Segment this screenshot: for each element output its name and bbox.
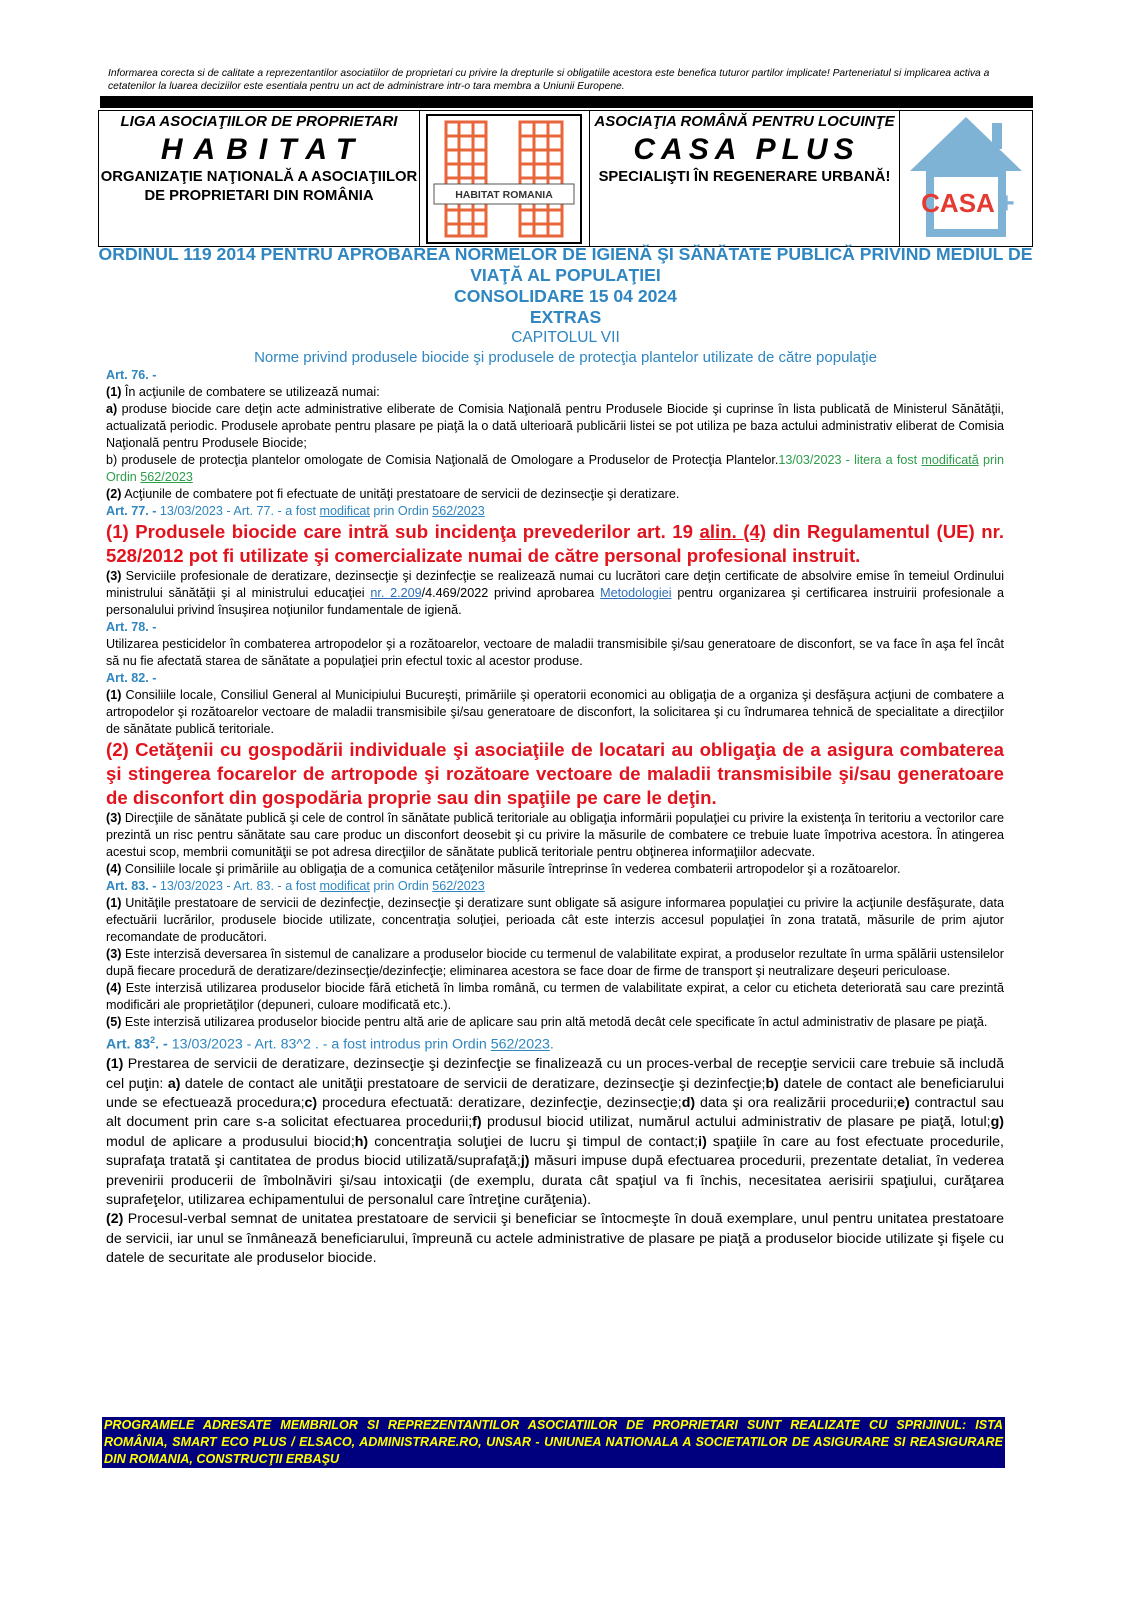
para-number: (3) — [106, 569, 122, 583]
letter-label: g) — [990, 1114, 1004, 1131]
art-76-para-2 — [106, 486, 1004, 503]
art-82-para-1 — [106, 687, 1004, 738]
para-text: măsuri impuse după efectuarea procedurii, prezentate detaliat, în vederea prevenirii producerii de îmbolnăviri şi/sau intoxicaţii (de exemplu, durata cât spaţiul va fi închis, necesitatea aerisirii spaţiului, curăţarea suprafeţelor, utilizarea echipamentului de personalul care întreţine curăţenia). — [106, 1153, 1004, 1208]
letter-label: i) — [698, 1133, 707, 1150]
habitat-description: ORGANIZAŢIE NAŢIONALĂ A ASOCIAŢIILOR DE PROPRIETARI DIN ROMÂNIA — [100, 169, 418, 204]
casa-plus-title: CASA PLUS — [633, 133, 860, 166]
chapter-subtitle: Norme privind produsele biocide şi produsele de protecţia plantelor utilizate de către populaţie — [254, 349, 877, 366]
amendment-note: prin Ordin — [369, 879, 433, 893]
art-82-heading: Art. 82. - — [106, 671, 157, 685]
para-text: contractul sau alt document prin care s-a solicitat efectuarea procedurii; — [106, 1094, 1004, 1131]
regulation-link[interactable]: alin. (4) — [699, 521, 767, 542]
para-text: /4.469/2022 privind aprobarea — [421, 586, 601, 600]
article-label: Art. 83 — [106, 1036, 151, 1053]
para-number: (1) — [106, 1056, 124, 1073]
art-78-text: Utilizarea pesticidelor în combaterea artropodelor şi a rozătoarelor, vectoare de maladii transmisibile şi/sau generatoare de disconfort, se va face în aşa fel încât să nu fie afectată starea de sănătate a populaţiei prin efectul toxic al acestor produse. — [106, 637, 1004, 668]
article-label: Art. 77. - — [106, 504, 157, 518]
para-number: (5) — [106, 1015, 122, 1029]
para-text: Acţiunile de combatere pot fi efectuate de unităţi prestatoare de servicii de dezinsecţie şi deratizare. — [121, 487, 680, 501]
casa-plus-description: SPECIALIŞTI ÎN REGENERARE URBANĂ! — [598, 169, 891, 185]
para-text: Direcţiile de sănătate publică şi cele de control în sănătate publică teritoriale au obligaţia informării populaţiei cu privire la existenţa în teritoriu a vectorilor care prezintă un risc pentru sănătate sau care produc un disconfort deosebit şi cu privire la măsurile de combatere ce trebuie luate împotriva acestora. În atingerea acestui scop, membrii comunităţii se pot adresa direcţiilor de sănătate publică teritoriale pentru obţinerea informaţiilor adecvate. — [106, 811, 1004, 859]
highlight-text: din Regulamentul (UE) nr. 528/2012 pot fi utilizate şi comercializate numai de către personal profesional instruit. — [106, 521, 1004, 566]
casa-logo-text: CASA — [921, 188, 995, 218]
para-text: Este interzisă utilizarea produselor biocide fără etichetă în limba română, cu termen de valabilitate expirat, a celor cu eticheta deteriorată sau care prezintă modificări ale proprietăţilor (depuneri, culoare modificată etc.). — [106, 981, 1004, 1012]
letter-label: b) — [765, 1075, 779, 1092]
order-link[interactable]: 562/2023 — [432, 879, 485, 893]
casa-plus-cell — [590, 111, 900, 246]
amendment-link[interactable]: modificat — [319, 504, 370, 518]
habitat-cell — [99, 111, 420, 246]
document-title-block — [98, 244, 1033, 367]
amendment-note: 13/03/2023 - litera a fost — [778, 453, 922, 467]
para-text: procedura efectuată: deratizare, dezinfecţie, dezinsecţie; — [317, 1094, 682, 1111]
amendment-note: 13/03/2023 - Art. 83^2 . - a fost introdus prin Ordin — [167, 1036, 491, 1053]
letter-label: e) — [897, 1094, 910, 1111]
art-76-para-1 — [106, 384, 1004, 401]
methodology-link[interactable]: Metodologiei — [600, 586, 672, 600]
para-text: Consiliile locale, Consiliul General al Municipiului Bucureşti, primăriile şi operatorii economici au obligaţia de a organiza şi desfăşura acţiuni de combatere a artropodelor şi rozătoarelor vectoare de maladii transmisibile şi/sau generatoare de disconfort, la solicitarea şi cu îndrumarea tehnică de specialitate a direcţiilor de sănătate publică teritoriale. — [106, 688, 1004, 736]
casa-plus-logo-cell — [900, 111, 1032, 246]
amendment-note: 13/03/2023 - Art. 83. - a fost — [156, 879, 320, 893]
art-83-para-3 — [106, 946, 1004, 980]
para-number: (4) — [106, 862, 122, 876]
para-number: (4) — [106, 981, 122, 995]
order-link[interactable]: 562/2023 — [432, 504, 485, 518]
casa-plus-association-name: ASOCIAŢIA ROMÂNĂ PENTRU LOCUINŢE — [594, 113, 895, 130]
article-label: . - — [155, 1036, 168, 1053]
order-link[interactable]: 562/2023 — [490, 1036, 550, 1053]
casa-plus-logo — [908, 113, 1024, 241]
consolidation-date: CONSOLIDARE 15 04 2024 — [454, 286, 677, 306]
para-text: datele de contact ale beneficiarului unde se efectuează procedura; — [106, 1075, 1005, 1111]
habitat-league-name: LIGA ASOCIAŢIILOR DE PROPRIETARI — [120, 113, 398, 130]
para-number: (1) — [106, 385, 122, 399]
highlight-text: (1) Produsele biocide care intră sub incidenţa prevederilor art. 19 — [106, 521, 700, 542]
para-text: pentru organizarea şi certificarea instruirii profesionale a personalului privind însuşirea noţiunilor fundamentale de igienă. — [106, 586, 1004, 617]
letter-label: f) — [472, 1114, 482, 1131]
para-number: (2) — [106, 1211, 124, 1228]
art-83-para-1 — [106, 895, 1004, 946]
article-label: Art. 83. - — [106, 879, 157, 893]
header-divider-bar — [100, 96, 1033, 108]
amendment-note: . — [549, 1036, 554, 1053]
para-text: produse biocide care deţin acte administrative eliberate de Comisia Naţională pentru Produsele Biocide şi cuprinse în lista publicată de Ministerul Sănătăţii, actualizată periodic. Produsele aprobate pentru plasare pe piaţă la o dată ulterioară publicării listei se pot utiliza pe baza actului administrativ eliberat de Comisia Naţională pentru Produsele Biocide; — [106, 402, 1004, 450]
para-text: datele de contact ale unităţii prestatoare de servicii de deratizare, dezinsecţie şi dezinfecţie; — [180, 1075, 766, 1092]
para-text: Serviciile profesionale de deratizare, dezinsecţie şi dezinfecţie se realizează numai cu lucrători care deţin certificate de absolvire emise în temeiul Ordinului ministrului sănătăţii şi al ministrului educaţiei — [106, 569, 1004, 600]
habitat-romania-logo — [426, 114, 582, 244]
para-text: Este interzisă utilizarea produselor biocide pentru altă arie de aplicare sau prin altă metodă decât cele specificate în actul administrativ de plasare pe piaţă. — [121, 1015, 988, 1029]
para-text: Prestarea de servicii de deratizare, dezinsecţie şi dezinfecţie se finalizează cu un proces-verbal de recepţie servicii care trebuie să includă cel puţin: — [106, 1056, 1004, 1092]
para-text: data şi ora realizării procedurii; — [695, 1094, 898, 1111]
para-number: (3) — [106, 947, 122, 961]
art-83-2-para-2 — [106, 1210, 1004, 1268]
art-76-letter-a — [106, 401, 1004, 452]
plus-logo-text: + — [997, 187, 1015, 220]
letter-label: c) — [304, 1094, 318, 1111]
sponsors-footer: PROGRAMELE ADRESATE MEMBRILOR SI REPREZENTANTILOR ASOCIATIILOR DE PROPRIETARI SUNT REALIZATE CU SPRIJINUL: ISTA ROMÂNIA, SMART ECO PLUS / ELSACO, ADMINISTRARE.RO, UNSAR - UNIUNEA NATIONALA A SOCIETATILOR DE ASIGURARE SI REASIGURARE DIN ROMANIA, CONSTRUCŢII ERBAŞU — [104, 1418, 1003, 1466]
para-text: În acţiunile de combatere se utilizează numai: — [121, 385, 380, 399]
para-text: modul de aplicare a produsului biocid; — [106, 1133, 355, 1150]
order-number-link[interactable]: nr. 2.209 — [370, 586, 422, 600]
chapter-heading: CAPITOLUL VII — [511, 329, 620, 346]
art-83-2-para-1 — [106, 1055, 1004, 1210]
letter-label: h) — [354, 1133, 369, 1150]
habitat-title: HABITAT — [160, 133, 366, 166]
amendment-note: prin Ordin — [106, 453, 1005, 484]
art-77-para-3 — [106, 568, 1004, 619]
para-text: spaţiile în care au fost efectuate procedurile, suprafaţa tratată şi cantitatea de produs biocid utilizată/suprafaţă; — [106, 1133, 1004, 1170]
para-number: (1) — [106, 688, 122, 702]
art-78-heading: Art. 78. - — [106, 620, 157, 634]
para-text: b) produsele de protecţia plantelor omologate de Comisia Naţională de Omologare a Produselor de Protecţia Plantelor. — [106, 453, 779, 467]
amendment-link[interactable]: modificată — [921, 453, 979, 467]
letter-label: a) — [167, 1075, 181, 1092]
extract-label: EXTRAS — [529, 307, 602, 327]
article-superscript: 2 — [150, 1035, 156, 1045]
art-76-heading: Art. 76. - — [106, 368, 157, 382]
para-text: Unităţile prestatoare de servicii de dezinfecţie, dezinsecţie şi deratizare sunt obligate să asigure informarea populaţiei cu privire la acţiunile desfăşurate, data efectuării lucrărilor, produsele biocide utilizate, concentraţia soluţiei, perioada cât este interzis accesul populaţiei în zona tratată, măsurile de prim ajutor recomandate de producători. — [106, 896, 1004, 944]
amendment-note: 13/03/2023 - Art. 77. - a fost — [156, 504, 320, 518]
order-title: ORDINUL 119 2014 PENTRU APROBAREA NORMELOR DE IGIENĂ ŞI SĂNĂTATE PUBLICĂ PRIVIND MEDIUL DE VIAŢĂ AL POPULAŢIEI — [98, 244, 1033, 285]
habitat-logo-cell — [420, 111, 590, 246]
para-text: Consiliile locale şi primăriile au obligaţia de a comunica cetăţenilor măsurile întreprinse în vederea combaterii artropodelor şi a rozătoarelor. — [121, 862, 901, 876]
amendment-link[interactable]: modificat — [319, 879, 370, 893]
habitat-logo-text: HABITAT ROMANIA — [455, 189, 553, 201]
art-77-heading — [106, 503, 1004, 520]
amendment-note: prin Ordin — [369, 504, 433, 518]
para-number: (3) — [106, 811, 122, 825]
art-83-heading — [106, 878, 1004, 895]
art-83-2-heading — [106, 1031, 1004, 1055]
document-body — [106, 367, 1004, 1269]
para-text: concentraţia soluţiei de lucru şi timpul de contact; — [368, 1133, 699, 1150]
para-number: (1) — [106, 896, 122, 910]
order-link[interactable]: 562/2023 — [140, 470, 193, 484]
letter-label: a) — [106, 402, 118, 416]
letter-label: d) — [681, 1094, 696, 1111]
art-83-para-5 — [106, 1014, 1004, 1031]
art-82-para-4 — [106, 861, 1004, 878]
organizations-header — [98, 110, 1033, 247]
disclaimer-text: Informarea corecta si de calitate a reprezentantilor asociatiilor de proprietari cu privire la drepturile si obligatiile acestora este benefica tuturor partilor implicate! Parteneriatul si implicarea activa a cetatenilor la luarea deciziilor este esentiala pentru un act de administrare intr-o tara membra a Uniunii Europene. — [108, 68, 990, 92]
art-76-letter-b — [106, 452, 1004, 486]
para-text: Este interzisă deversarea în sistemul de canalizare a produselor biocide cu termenul de valabilitate expirat, a produselor rezultate în urma spălării ustensilelor după fiecare procedură de deratizare/dezinsecţie/dezinfecţie; eliminarea acestora se face doar de firme de transport şi neutralizare deşeuri periculoase. — [106, 947, 1004, 978]
art-82-para-3 — [106, 810, 1004, 861]
art-83-para-4 — [106, 980, 1004, 1014]
para-number: (2) — [106, 487, 122, 501]
art-77-para-1-highlight — [106, 520, 1004, 568]
para-text: produsul biocid utilizat, numărul actului administrativ de plasare pe piaţă, lotul; — [481, 1114, 991, 1131]
para-text: Procesul-verbal semnat de unitatea prestatoare de servicii şi beneficiar se întocmeşte în două exemplare, unul pentru unitatea prestatoare de servicii, iar unul se înmânează beneficiarului, împreună cu actele administrative de plasare pe piaţă a produselor biocide utilizate şi fişele cu datele de securitate ale produselor biocide. — [106, 1211, 1004, 1267]
letter-label: j) — [520, 1153, 530, 1170]
art-82-para-2-highlight: (2) Cetăţenii cu gospodării individuale şi asociaţiile de locatari au obligaţia de a asigura combaterea şi stingerea focarelor de artropode şi rozătoare vectoare de maladii transmisibile şi/sau generatoare de disconfort din gospodăria proprie sau din spaţiile pe care le deţin. — [106, 739, 1004, 808]
